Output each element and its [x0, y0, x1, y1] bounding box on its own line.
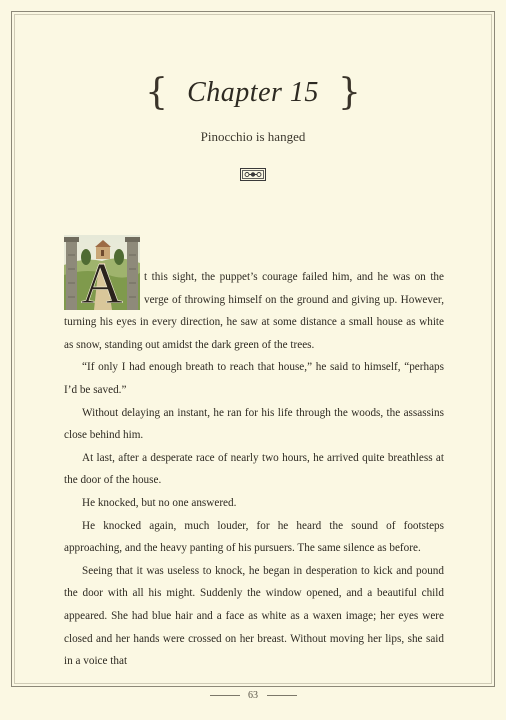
paragraph: Without delaying an instant, he ran for his life through the woods, the assassins close behind him. — [64, 406, 444, 442]
drop-cap-letter: A — [81, 251, 123, 310]
fleuron-ornament-icon — [240, 168, 266, 181]
page-folio — [0, 690, 506, 701]
paragraph: “If only I had enough breath to reach that house,” he said to himself, “perhaps I’d be saved.” — [64, 361, 444, 396]
folio-rule-left — [210, 695, 240, 696]
paragraph: At last, after a desperate race of nearly two hours, he arrived quite breathless at the door of the house. — [64, 451, 444, 487]
right-brace-ornament: } — [337, 72, 361, 113]
paragraph: t this sight, the puppet’s courage failed him, and he was on the verge of throwing himself on the ground and giving up. However, turning his eyes in every direction, he saw at some distance a small house as white as snow, standing out amidst the dark green of the trees. — [64, 271, 444, 351]
chapter-body — [64, 266, 444, 673]
chapter-title: Chapter 15 — [187, 76, 319, 108]
folio-rule-right — [267, 695, 297, 696]
left-brace-ornament: { — [145, 72, 169, 113]
page-number: 63 — [248, 690, 258, 701]
paragraph: He knocked again, much louder, for he heard the sound of footsteps approaching, and the heavy panting of his pursuers. The same silence as before. — [64, 519, 444, 555]
paragraph: He knocked, but no one answered. — [82, 496, 237, 509]
paragraph: Seeing that it was useless to knock, he began in desperation to kick and pound the door with all his might. Suddenly the window opened, and a beautiful child appeared. She had blue hair and a face as white as a waxen image; her eyes were closed and her hands were crossed on her breast. Without moving her lips, she said in a voice that — [64, 564, 444, 668]
chapter-heading — [0, 72, 506, 113]
chapter-subtitle: Pinocchio is hanged — [200, 129, 306, 144]
